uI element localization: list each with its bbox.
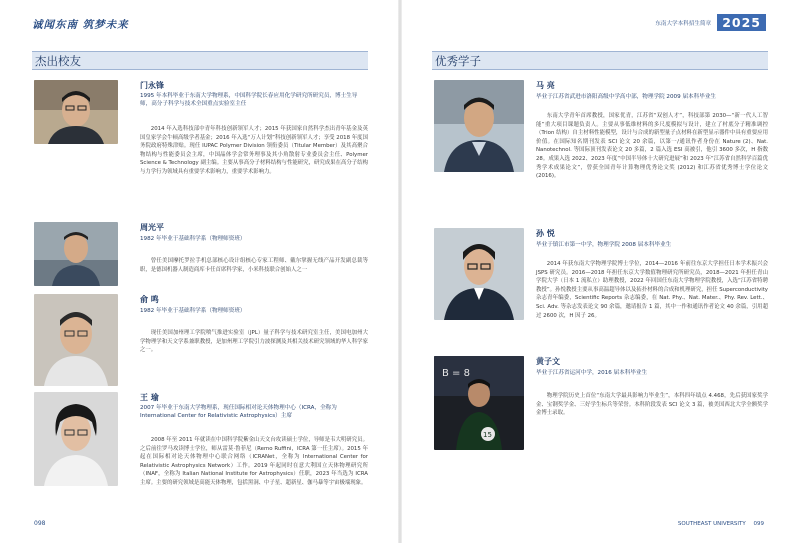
portrait-photo: [34, 294, 118, 386]
alumni-bio: [140, 125, 368, 177]
section-bar-alumni: [32, 51, 368, 70]
student-bio-text: 东南大学青年首席教授，国家优青，江苏省“双创人才”，科技部第 2030—“新一代人工智能”重大项目课题负责人。主要从事低维材料的多尺度模拟与设计，建立了村底分子精准调控（Trion 结构）自主材料性能模型，设计与合成的新型量子点材料在新型显示器件中具有重要应用价值。在国际知名期刊发表 SCI 论文 20 余篇，以第一/通讯作者身份在 Nature (2)、Nat. Nanotechnol. 等国际顶刊发表论文 20 多篇，2 篇入选 ESI 高被引，他引 3600 多次，H 指数 28。成果入选 2022、2023 年度“中国半导体十大研究进展”和 2023 年“江苏省自然科学百篇优秀学术成果论文”，曾获全国青年计算物理优秀论文奖 (2012) 和江苏省优秀博士学位论文 (2016)。: [536, 113, 768, 180]
student-title: 毕业于江苏省武进市洛阳高级中学高中部，物理学院 2009 届本科毕业生: [536, 94, 717, 100]
student-bio: [536, 392, 768, 418]
section-title-students: 优秀学子: [435, 54, 481, 68]
header-year: 2025: [717, 14, 766, 31]
portrait-photo: [34, 222, 118, 286]
header-right: [655, 14, 766, 31]
alumni-bio-text: 2008 年至 2011 年就读在中国科学院紫金山天文台攻读硕士学位，导师是韦大明研究员。之后前往罗马攻读博士学位，师从雷莫·鲁菲尼（Remo Ruffini，ICRA 第一任主席）。2015 年起在国际相对论天体物理中心联合网络（ICRANet，全称为 International Center for Relativistic Astrophysics Network）工作。2019 年起同时在意大利国立天体物理研究所（INAF，全称为 Italian National Institute for Astrophysics）任职，2023 年当选为 ICRA 主席。主要的研究领域是高能天体物理，包括黑洞、中子星、超新星、伽马暴等宇宙极端现象。: [140, 437, 368, 486]
header-motto: 诚闻东南 筑梦未来: [32, 19, 129, 31]
student-bio-text: 物理学院历史上首位“东南大学最具影响力毕业生”，本科四年绩点 4.468，先后获国家奖学金、宝钢奖学金、三好学生标兵等荣誉。本科阶段发表 SCI 论文 3 篇，被美国西北大学全额奖学金博士录取。: [536, 393, 768, 417]
alumni-name: 周光平: [140, 223, 164, 232]
alumni-title: 1995 年本科毕业于东南大学物理系，中国科学院长春应用化学研究所研究员，博士生导师，高分子科学与技术全国重点实验室主任: [140, 93, 358, 107]
student-bio: [536, 260, 768, 320]
alumni-bio: [140, 257, 368, 274]
alumni-bio-text: 现任美国加州理工学院喷气推进实验室（JPL）量子科学与技术研究室主任，美国电加州大学物理学和天文学系兼职教授，是加州理工学院引力波探测及其相关技术研究领域的华人科学家之一。: [140, 330, 368, 354]
portrait-photo: [34, 392, 118, 486]
section-bar-students: [432, 51, 768, 70]
portrait-photo: [434, 356, 524, 450]
student-title: 毕业于镇江市第一中学，物理学院 2008 届本科毕业生: [536, 242, 672, 248]
page-number: 099: [753, 521, 764, 527]
alumni-name: 门永锋: [140, 81, 164, 90]
alumni-title: 1982 年毕业于基础科学系（物理师资班）: [140, 236, 246, 242]
portrait-photo: [34, 80, 118, 144]
alumni-name: 俞 鸣: [140, 295, 159, 304]
page-fold: [398, 0, 402, 543]
section-title-alumni: 杰出校友: [35, 54, 81, 68]
alumni-name: 王 瑜: [140, 393, 159, 402]
alumni-bio: [140, 436, 368, 488]
alumni-bio: [140, 329, 368, 355]
portrait-photo: [434, 80, 524, 172]
portrait-photo: [434, 228, 524, 320]
alumni-title: 2007 年毕业于东南大学物理系，现任国际相对论天体物理中心（ICRA，全称为 International Center for Relativistic Astrophysics）主席: [140, 405, 337, 419]
page-number: 098: [34, 520, 46, 527]
footer-university-name: SOUTHEAST UNIVERSITY: [677, 521, 746, 527]
svg-text:15: 15: [483, 431, 492, 439]
alumni-bio-text: 曾任美国摩托罗拉手机总部核心设计组核心专家工程师、戴尔掌握无线产品开发副总裁等职，是德国机器人制造商库卡任首席科学家，小米科技联合创始人之一: [140, 258, 368, 273]
footer-university: [678, 521, 764, 527]
alumni-bio-text: 2014 年入选科技部中青年科技创新领军人才；2015 年获国家自然科学杰出青年基金及英国皇家学会牛顿高级学者基金；2016 年入选“万人计划”科技创新领军人才；享受 2018 年度国务院政府特殊津贴。现任 IUPAC Polymer Division 领衔委员（Titular Member）及其高聚合物结构与性能委员会主席，中国晶体学会常务理事及其小角散射专业委员会主任、Polymer Science & Technology 副主编。主要从事高分子材料结构与性能研究，研究成果在高分子结构与力学行为领域具有重要学术影响力，重要学术影响力。: [140, 126, 368, 175]
svg-text:B = 8: B = 8: [442, 368, 470, 379]
student-title: 毕业于江苏省运河中学，2016 届本科毕业生: [536, 370, 648, 376]
right-page: [400, 0, 800, 543]
student-name: 马 亮: [536, 81, 555, 90]
student-bio-text: 2014 年获东南大学物理学院博士学位，2014—2016 年前往东京大学担任日本学术振兴会 JSPS 研究员。2016—2018 年担任东京大学数值物理研究所研究员，2018—2021 年担任青山学院大学（日本 1 流私立）助理教授，2022 年回国任东南大学物理学院教授，入选“江苏省特聘教授”。孙悦教授主要从事高温超导体以及拓扑材料的合成和机理研究，担任 Superconductivity 杂志青年编委，Scientific Reports 杂志编委，在 Nat. Phy.、Nat. Mater.、Phy. Rev. Lett.、Sci. Adv. 等杂志发表论文 90 余篇，邀请报告 1 篇，其中一作和通讯作者论文 40 余篇，引用超过 2600 次，H 因子 26。: [536, 261, 768, 319]
header-subtitle: 东南大学本科招生简章: [655, 20, 712, 27]
student-bio: [536, 112, 768, 181]
alumni-title: 1982 年毕业于基础科学系（物理师资班）: [140, 308, 246, 314]
student-name: 孙 悦: [536, 229, 555, 238]
student-name: 黄子文: [536, 357, 560, 366]
